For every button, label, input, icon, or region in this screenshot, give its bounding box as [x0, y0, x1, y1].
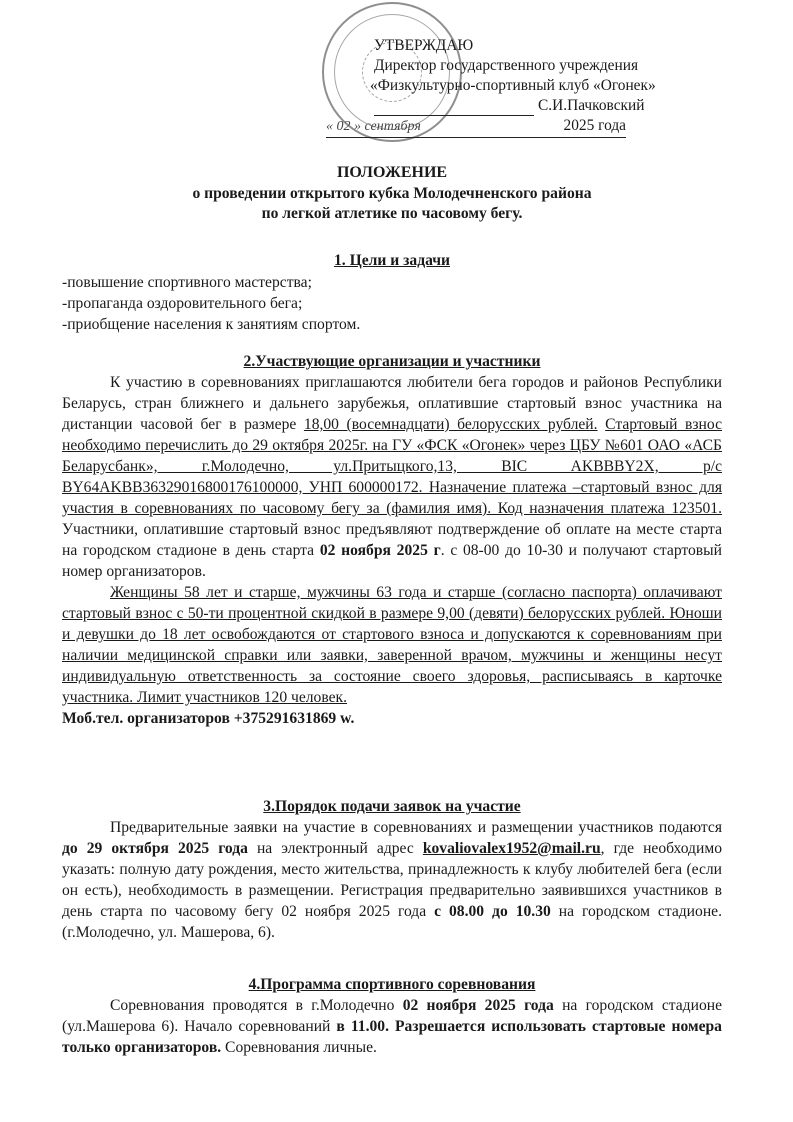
- title-heading: ПОЛОЖЕНИЕ: [336, 164, 448, 181]
- approval-position-line1: Директор государственного учреждения: [374, 57, 639, 74]
- section2-heading: 2.Участвующие организации и участники: [243, 353, 541, 370]
- text-run: . с 08-00 до 10-30 и получают стартовый номер организаторов.: [62, 542, 722, 580]
- email-link[interactable]: kovaliovalex1952@mail.ru: [422, 840, 601, 857]
- approval-date-handwritten: « 02 » сентября: [326, 119, 421, 134]
- title-line3: по легкой атлетике по часовому бегу.: [261, 205, 523, 222]
- section4-heading: 4.Программа спортивного соревнования: [248, 976, 536, 993]
- document-title: [62, 162, 722, 224]
- section2-paragraph1: [62, 372, 722, 582]
- text-run: Предварительные заявки на участие в соревнованиях и размещении участников подаются: [110, 819, 722, 836]
- text-run: на городском стадионе (ул.Машерова 6). Начало соревнований: [62, 997, 723, 1035]
- section3-paragraph: [62, 817, 722, 943]
- goal-item: -пропаганда оздоровительного бега;: [62, 295, 303, 312]
- competition-date: 02 ноября 2025 года: [402, 997, 554, 1014]
- organizer-phone: Моб.тел. организаторов +375291631869 w.: [62, 710, 355, 727]
- approval-block: [326, 36, 714, 138]
- goal-item: -приобщение населения к занятиям спортом.: [62, 316, 361, 333]
- text-run: Соревнования проводятся в г.Молодечно: [110, 997, 403, 1014]
- start-time-rule: в 11.00. Разрешается использовать стартовые номера только организаторов.: [62, 1018, 722, 1056]
- text-run: , где необходимо указать: полную дату рождения, место жительства, принадлежность к клубу любителей бега (если он есть), необходимость в размещении. Регистрация предварительно заявившихся участников в день старта по часовому бегу 02 ноября 2025 года: [62, 840, 722, 920]
- text-run: Участники, оплатившие стартовый взнос предъявляют подтверждение об оплате на месте старта на городском стадионе в день старта: [62, 521, 722, 559]
- section-participants: [62, 352, 722, 729]
- approval-signatory: С.И.Пачковский: [538, 97, 645, 114]
- text-run: Соревнования личные.: [221, 1039, 377, 1056]
- entry-fee: 18,00 (восемнадцати) белорусских рублей.: [303, 416, 598, 433]
- payment-details: Стартовый взнос необходимо перечислить до 29 октября 2025г. на ГУ «ФСК «Огонек» через ЦБУ №601 ОАО «АСБ Беларусбанк», г.Молодечно, ул.Притыцкого,13, BIC AKBBBY2X, р/с BY64AKBB36329016800176100000, УНП 600000172. Назначение платежа –стартовый взнос для участия в соревнованиях по часовому бегу за (фамилия имя). Код назначения платежа 123501.: [62, 416, 723, 517]
- section-program: [62, 975, 722, 1058]
- section2-paragraph2: Женщины 58 лет и старше, мужчины 63 года и старше (согласно паспорта) оплачивают стартовый взнос с 50-ти процентной скидкой в размере 9,00 (девяти) белорусских рублей. Юноши и девушки до 18 лет освобождаются от стартового взноса и допускаются к соревнованиям при наличии медицинской справки или заявки, заверенной врачом, мужчины и женщины несут индивидуальную ответственность за состояние своего здоровья, расписываясь в карточке участника. Лимит участников 120 человек.: [62, 584, 722, 706]
- registration-time: с 08.00 до 10.30: [434, 903, 551, 920]
- section-goals: [62, 250, 722, 335]
- text-run: на городском стадионе. (г.Молодечно, ул. Машерова, 6).: [62, 903, 722, 941]
- section1-heading: 1. Цели и задачи: [333, 252, 451, 269]
- text-run: на электронный адрес: [247, 840, 423, 857]
- approval-year: 2025 года: [563, 117, 626, 134]
- approval-heading: УТВЕРЖДАЮ: [374, 37, 474, 54]
- start-date: 02 ноября 2025 г: [319, 542, 441, 559]
- section3-heading: 3.Порядок подачи заявок на участие: [263, 798, 521, 815]
- section4-paragraph: [62, 995, 722, 1058]
- text-run: [598, 416, 606, 433]
- goal-item: -повышение спортивного мастерства;: [62, 274, 312, 291]
- text-run: К участию в соревнованиях приглашаются любители бега городов и районов Республики Беларусь, стран ближнего и дальнего зарубежья, оплатившие стартовый взнос участника на дистанции часовой бег в размере: [62, 374, 722, 433]
- section-applications: [62, 797, 722, 943]
- application-deadline: до 29 октября 2025 года: [62, 840, 248, 857]
- approval-position-line2: «Физкультурно-спортивный клуб «Огонек»: [370, 77, 656, 94]
- title-line2: о проведении открытого кубка Молодечненского района: [192, 185, 592, 202]
